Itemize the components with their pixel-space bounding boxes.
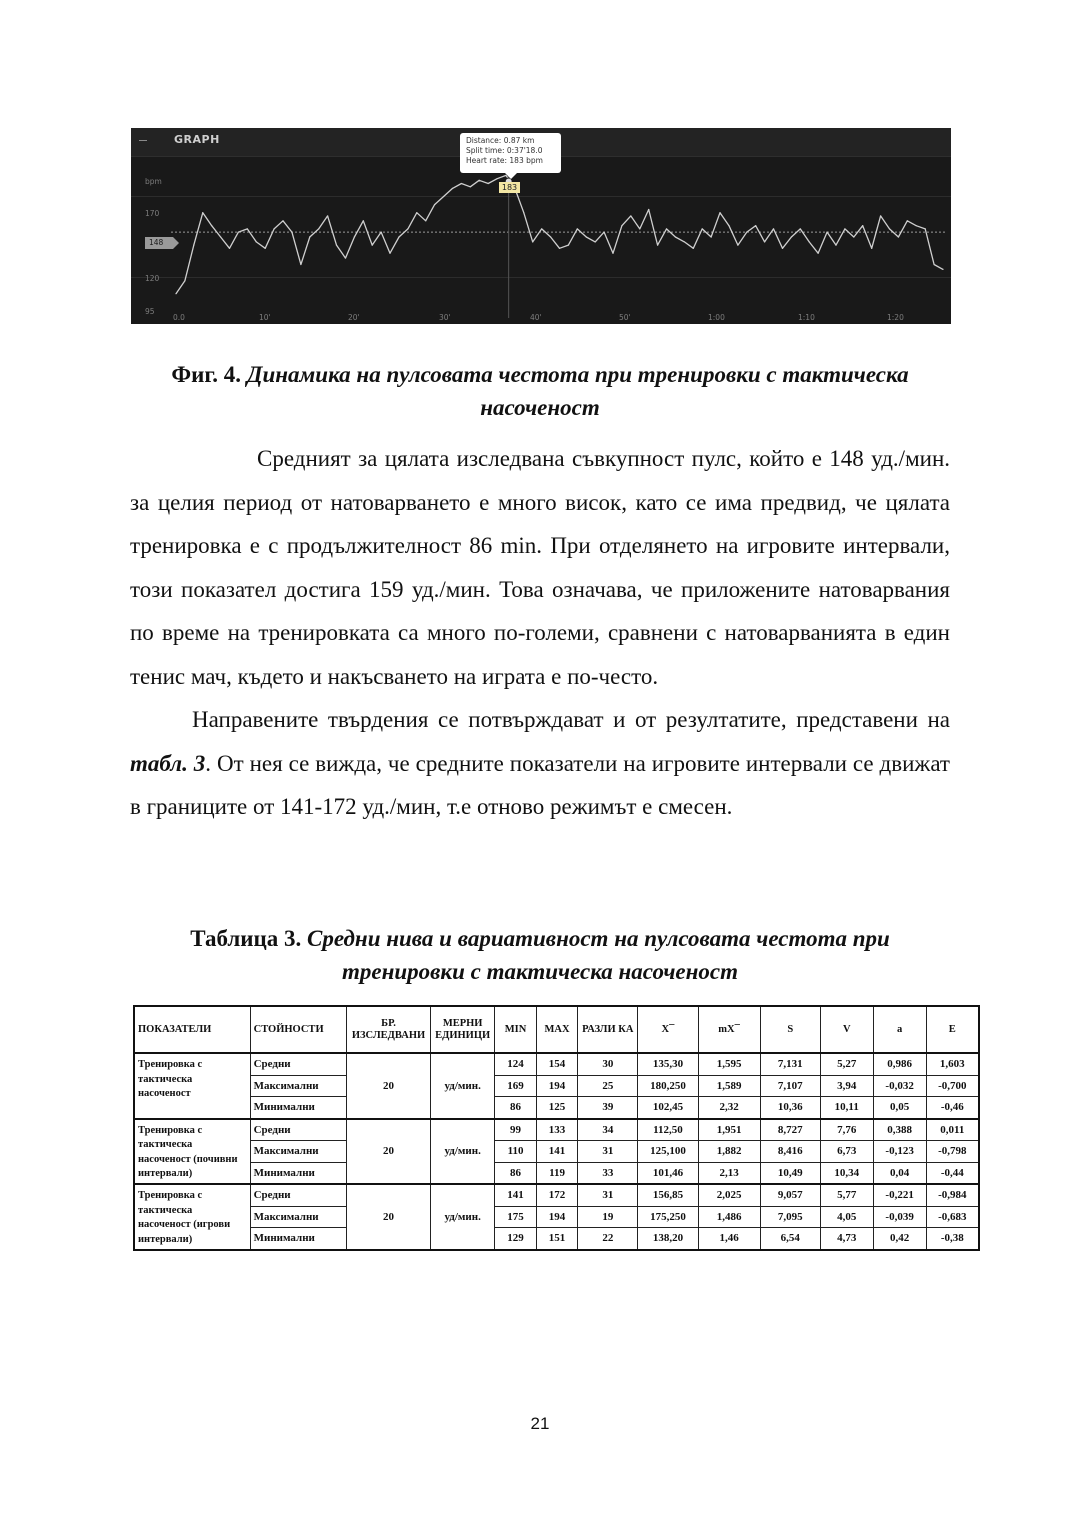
data-point xyxy=(407,228,408,229)
y-tick-95: 95 xyxy=(145,307,155,316)
table-cell: 10,34 xyxy=(820,1162,873,1184)
table-caption-prefix: Таблица 3. xyxy=(190,926,302,951)
table-cell: 0,04 xyxy=(873,1162,926,1184)
row-label: Минимални xyxy=(250,1097,346,1119)
data-point xyxy=(791,236,792,237)
paragraph-2-end: . От нея се вижда, че средните показатели на игровите интервали се движат в границите от 141-172 уд./мин, т.е отново режимът е смесен. xyxy=(130,750,950,819)
table-row xyxy=(134,1075,979,1097)
row-label: Максимални xyxy=(250,1206,346,1228)
data-point xyxy=(327,215,328,216)
header-cell: MIN xyxy=(495,1006,536,1053)
table-cell: -0,221 xyxy=(873,1184,926,1206)
sample-count: 20 xyxy=(347,1053,431,1119)
sample-count: 20 xyxy=(347,1184,431,1250)
table-cell: -0,798 xyxy=(926,1141,979,1163)
table-cell: 3,94 xyxy=(820,1075,873,1097)
table-cell: 156,85 xyxy=(638,1184,698,1206)
table-cell: 0,05 xyxy=(873,1097,926,1119)
unit: уд/мин. xyxy=(430,1119,494,1185)
table-cell: 5,27 xyxy=(820,1053,873,1075)
header-cell: БР. ИЗСЛЕДВАНИ xyxy=(347,1006,431,1053)
table-cell: 141 xyxy=(536,1141,577,1163)
data-point xyxy=(559,248,560,249)
data-point xyxy=(809,241,810,242)
hover-tooltip xyxy=(460,133,561,173)
results-table xyxy=(133,1005,980,1251)
heart-rate-graph xyxy=(131,128,951,324)
table-cell: 10,49 xyxy=(760,1162,820,1184)
data-point xyxy=(443,196,444,197)
row-label: Максимални xyxy=(250,1075,346,1097)
table-cell: 8,416 xyxy=(760,1141,820,1163)
data-point xyxy=(523,212,524,213)
header-cell: S xyxy=(760,1006,820,1053)
table-cell: 2,13 xyxy=(698,1162,760,1184)
table-cell: -0,700 xyxy=(926,1075,979,1097)
x-tick: 50' xyxy=(619,313,631,322)
data-point xyxy=(907,220,908,221)
row-label: Средни xyxy=(250,1119,346,1141)
table-cell: 172 xyxy=(536,1184,577,1206)
data-point xyxy=(434,204,435,205)
table-cell: 4,05 xyxy=(820,1206,873,1228)
data-point xyxy=(818,253,819,254)
group-label: Тренировка с тактическа насоченост (почивни интервали) xyxy=(134,1119,250,1185)
data-point xyxy=(666,228,667,229)
data-point xyxy=(398,236,399,237)
table-cell: 125 xyxy=(536,1097,577,1119)
data-point xyxy=(737,245,738,246)
table-cell: 119 xyxy=(536,1162,577,1184)
page-number: 21 xyxy=(530,1414,550,1433)
table-cell: 0,986 xyxy=(873,1053,926,1075)
table-cell: 102,45 xyxy=(638,1097,698,1119)
paragraph-2-start: Направените твърдения се потвърждават и от резултатите, представени на xyxy=(192,707,950,732)
table-cell: 138,20 xyxy=(638,1228,698,1250)
data-point xyxy=(898,236,899,237)
table-header-row xyxy=(134,1006,979,1053)
tooltip-heart-rate: Heart rate: 183 bpm xyxy=(466,156,543,165)
data-point xyxy=(193,245,194,246)
data-point xyxy=(372,245,373,246)
header-cell: MAX xyxy=(536,1006,577,1053)
table-cell: -0,683 xyxy=(926,1206,979,1228)
group-label: Тренировка с тактическа насоченост xyxy=(134,1053,250,1119)
data-point xyxy=(363,220,364,221)
x-tick: 30' xyxy=(439,313,451,322)
table-row xyxy=(134,1162,979,1184)
table-cell: 7,131 xyxy=(760,1053,820,1075)
tooltip-split-time: Split time: 0:37'18.0 xyxy=(466,146,543,155)
data-point xyxy=(603,232,604,233)
data-point xyxy=(648,209,649,210)
table-cell: 125,100 xyxy=(638,1141,698,1163)
table-cell: 194 xyxy=(536,1206,577,1228)
row-label: Максимални xyxy=(250,1141,346,1163)
table-cell: -0,46 xyxy=(926,1097,979,1119)
table-cell: 1,603 xyxy=(926,1053,979,1075)
figure-caption xyxy=(120,358,960,424)
table-cell: -0,039 xyxy=(873,1206,926,1228)
data-point xyxy=(746,232,747,233)
data-point xyxy=(274,228,275,229)
table-cell: 133 xyxy=(536,1119,577,1141)
data-point xyxy=(800,228,801,229)
table-cell: 9,057 xyxy=(760,1184,820,1206)
table-cell: 1,589 xyxy=(698,1075,760,1097)
data-point xyxy=(300,264,301,265)
x-tick: 0.0 xyxy=(173,313,185,322)
data-point xyxy=(452,188,453,189)
table-cell: 99 xyxy=(495,1119,536,1141)
data-point xyxy=(381,232,382,233)
data-point xyxy=(844,228,845,229)
table-row xyxy=(134,1184,979,1206)
paragraph-1: Средният за цялата изследвана съвкупност пулс, който е 148 уд./мин. за целия период от натоварването е много висок, като се има предвид, че цялата тренировка е с продължителност 86 min. При отделянето на игровите интервали, този показател достига 159 уд./мин. Това означава, че приложените натоварвания по време на тренировката са много по-големи, сравнени с натоварванията в един тенис мач, където и накъсването на играта е по-често. xyxy=(130,446,950,689)
data-point xyxy=(925,228,926,229)
x-tick: 20' xyxy=(348,313,360,322)
table-cell: 30 xyxy=(578,1053,638,1075)
table-group-2 xyxy=(134,1119,979,1185)
table-cell: 2,025 xyxy=(698,1184,760,1206)
table-row xyxy=(134,1228,979,1250)
unit: уд/мин. xyxy=(430,1184,494,1250)
paragraph-2 xyxy=(130,698,950,829)
data-point xyxy=(612,253,613,254)
table-cell: 175 xyxy=(495,1206,536,1228)
data-point xyxy=(238,232,239,233)
data-point xyxy=(256,241,257,242)
group-label: Тренировка с тактическа насоченост (игрови интервали) xyxy=(134,1184,250,1250)
table-cell: 2,32 xyxy=(698,1097,760,1119)
data-point xyxy=(916,225,917,226)
table-cell: 154 xyxy=(536,1053,577,1075)
data-point xyxy=(675,236,676,237)
data-point xyxy=(550,236,551,237)
data-point xyxy=(853,236,854,237)
data-point xyxy=(532,241,533,242)
data-point xyxy=(755,225,756,226)
table-cell: 194 xyxy=(536,1075,577,1097)
data-point xyxy=(782,248,783,249)
header-cell: mX¯ xyxy=(698,1006,760,1053)
table-cell: 5,77 xyxy=(820,1184,873,1206)
heart-rate-series xyxy=(176,175,943,293)
x-tick: 40' xyxy=(530,313,542,322)
data-point xyxy=(416,212,417,213)
table-cell: 31 xyxy=(578,1184,638,1206)
data-point xyxy=(175,293,176,294)
unit: уд/мин. xyxy=(430,1053,494,1119)
header-cell: СТОЙНОСТИ xyxy=(250,1006,346,1053)
table-cell: 151 xyxy=(536,1228,577,1250)
x-tick: 1:10 xyxy=(798,313,815,322)
table-caption-text: Средни нива и вариативност на пулсовата честота при тренировки с тактическа насоченост xyxy=(307,926,890,984)
header-cell: ПОКАЗАТЕЛИ xyxy=(134,1006,250,1053)
table-cell: 129 xyxy=(495,1228,536,1250)
table-cell: 19 xyxy=(578,1206,638,1228)
header-cell: X¯ xyxy=(638,1006,698,1053)
data-point xyxy=(889,228,890,229)
table-cell: 4,73 xyxy=(820,1228,873,1250)
data-point xyxy=(639,228,640,229)
data-point xyxy=(880,215,881,216)
data-point xyxy=(702,228,703,229)
x-tick: 10' xyxy=(259,313,271,322)
data-point xyxy=(826,232,827,233)
table-cell: 175,250 xyxy=(638,1206,698,1228)
table-group-1 xyxy=(134,1053,979,1119)
data-point xyxy=(354,236,355,237)
table-cell: 1,595 xyxy=(698,1053,760,1075)
row-label: Минимални xyxy=(250,1228,346,1250)
table-cell: 33 xyxy=(578,1162,638,1184)
data-point xyxy=(684,241,685,242)
data-point xyxy=(461,183,462,184)
table-cell: 1,486 xyxy=(698,1206,760,1228)
data-point xyxy=(862,225,863,226)
peak-hr-badge: 183 xyxy=(499,182,520,193)
data-point xyxy=(933,264,934,265)
x-tick: 1:20 xyxy=(887,313,904,322)
y-tick-170: 170 xyxy=(145,209,160,218)
data-point xyxy=(835,245,836,246)
data-point xyxy=(345,257,346,258)
table-cell: 7,095 xyxy=(760,1206,820,1228)
header-cell: РАЗЛИ КА xyxy=(578,1006,638,1053)
data-point xyxy=(184,280,185,281)
table-cell: 1,882 xyxy=(698,1141,760,1163)
data-point xyxy=(470,186,471,187)
table-cell: 0,42 xyxy=(873,1228,926,1250)
data-point xyxy=(942,269,943,270)
data-point xyxy=(595,241,596,242)
data-point xyxy=(711,236,712,237)
table-cell: 31 xyxy=(578,1141,638,1163)
table-cell: 6,73 xyxy=(820,1141,873,1163)
table-cell: 34 xyxy=(578,1119,638,1141)
table-row xyxy=(134,1141,979,1163)
table-cell: 1,951 xyxy=(698,1119,760,1141)
table-cell: -0,032 xyxy=(873,1075,926,1097)
table-cell: 112,50 xyxy=(638,1119,698,1141)
graph-title: GRAPH xyxy=(174,133,220,146)
table-cell: 141 xyxy=(495,1184,536,1206)
data-point xyxy=(764,241,765,242)
table-cell: 7,107 xyxy=(760,1075,820,1097)
data-point xyxy=(202,212,203,213)
row-label: Средни xyxy=(250,1184,346,1206)
table-cell: 10,36 xyxy=(760,1097,820,1119)
table-row xyxy=(134,1119,979,1141)
data-point xyxy=(630,215,631,216)
table-cell: 135,30 xyxy=(638,1053,698,1075)
data-point xyxy=(773,228,774,229)
table-cell: 22 xyxy=(578,1228,638,1250)
table-cell: 0,388 xyxy=(873,1119,926,1141)
table-cell: -0,38 xyxy=(926,1228,979,1250)
data-point xyxy=(479,180,480,181)
data-point xyxy=(496,178,497,179)
data-point xyxy=(728,225,729,226)
table-cell: 86 xyxy=(495,1097,536,1119)
data-point xyxy=(336,245,337,246)
table-cell: 124 xyxy=(495,1053,536,1075)
average-hr-tag: 148 xyxy=(145,237,173,249)
table-cell: 110 xyxy=(495,1141,536,1163)
table-cell: 86 xyxy=(495,1162,536,1184)
table-reference: табл. 3 xyxy=(130,750,206,776)
table-group-3 xyxy=(134,1184,979,1250)
data-point xyxy=(541,228,542,229)
data-point xyxy=(621,225,622,226)
header-cell: МЕРНИ ЕДИНИЦИ xyxy=(430,1006,494,1053)
table-cell: 6,54 xyxy=(760,1228,820,1250)
table-cell: 1,46 xyxy=(698,1228,760,1250)
data-point xyxy=(211,225,212,226)
data-point xyxy=(488,183,489,184)
table-cell: 7,76 xyxy=(820,1119,873,1141)
data-point xyxy=(657,245,658,246)
table-caption xyxy=(150,922,930,988)
data-point xyxy=(265,248,266,249)
table-cell: 10,11 xyxy=(820,1097,873,1119)
table-row xyxy=(134,1053,979,1075)
table-cell: -0,123 xyxy=(873,1141,926,1163)
x-tick: 1:00 xyxy=(708,313,725,322)
header-cell: E xyxy=(926,1006,979,1053)
data-point xyxy=(318,228,319,229)
data-point xyxy=(568,245,569,246)
data-point xyxy=(389,253,390,254)
table-cell: 180,250 xyxy=(638,1075,698,1097)
data-point xyxy=(247,228,248,229)
data-point xyxy=(719,212,720,213)
data-point xyxy=(291,232,292,233)
sample-count: 20 xyxy=(347,1119,431,1185)
y-unit-label: bpm xyxy=(145,177,162,186)
figure-caption-text: Динамика на пулсовата честота при тренировки с тактическа насоченост xyxy=(246,362,909,420)
table-row xyxy=(134,1097,979,1119)
table-cell: 101,46 xyxy=(638,1162,698,1184)
table-cell: 39 xyxy=(578,1097,638,1119)
table-cell: 0,011 xyxy=(926,1119,979,1141)
row-label: Средни xyxy=(250,1053,346,1075)
data-point xyxy=(425,220,426,221)
table-cell: -0,984 xyxy=(926,1184,979,1206)
data-point xyxy=(871,248,872,249)
table-cell: 8,727 xyxy=(760,1119,820,1141)
data-point xyxy=(220,236,221,237)
data-point xyxy=(282,220,283,221)
header-cell: a xyxy=(873,1006,926,1053)
table-cell: 169 xyxy=(495,1075,536,1097)
data-point xyxy=(586,236,587,237)
table-cell: -0,44 xyxy=(926,1162,979,1184)
figure-caption-prefix: Фиг. 4. xyxy=(171,362,242,387)
data-point xyxy=(577,228,578,229)
tooltip-distance: Distance: 0.87 km xyxy=(466,136,535,145)
row-label: Минимални xyxy=(250,1162,346,1184)
table-row xyxy=(134,1206,979,1228)
y-tick-120: 120 xyxy=(145,274,160,283)
header-cell: V xyxy=(820,1006,873,1053)
table-cell: 25 xyxy=(578,1075,638,1097)
data-point xyxy=(693,248,694,249)
body-text xyxy=(130,437,950,829)
data-point xyxy=(309,236,310,237)
data-point xyxy=(229,248,230,249)
